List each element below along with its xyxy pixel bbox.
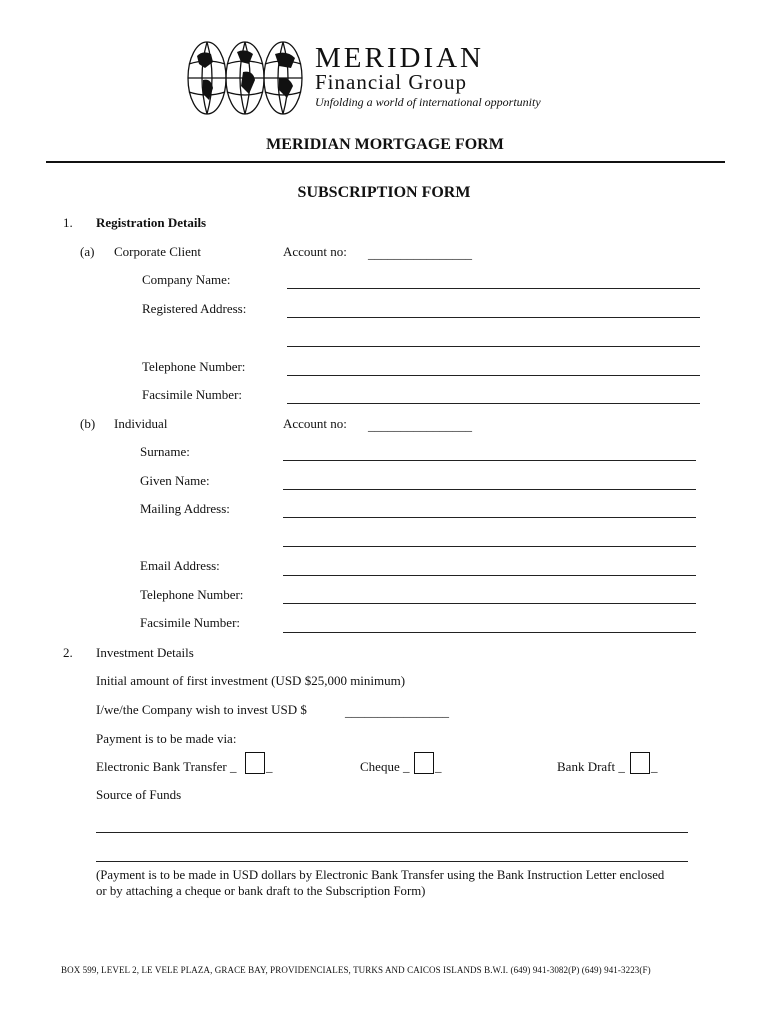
bank-draft-tail: _ <box>651 759 658 774</box>
section2-number: 2. <box>63 645 73 660</box>
cheque-checkbox[interactable] <box>414 752 434 774</box>
source-of-funds-field[interactable] <box>96 832 688 833</box>
invest-amount-field[interactable]: ________________ <box>345 704 449 719</box>
form-subtitle: SUBSCRIPTION FORM <box>297 184 471 201</box>
logo-tagline: Unfolding a world of international opportunity <box>315 95 541 109</box>
electronic-bank-transfer-checkbox[interactable] <box>245 752 265 774</box>
logo-name-line2: Financial Group <box>315 70 468 94</box>
bank-draft-label: Bank Draft _ <box>557 759 625 774</box>
bank-draft-checkbox[interactable] <box>630 752 650 774</box>
initial-amount-text: Initial amount of first investment (USD $25,000 minimum) <box>96 673 406 688</box>
payment-note-line2: or by attaching a cheque or bank draft to the Subscription Form) <box>96 884 426 898</box>
individual-facsimile-label: Facsimile Number: <box>140 615 241 630</box>
corporate-client-label: Corporate Client <box>114 244 202 259</box>
surname-label: Surname: <box>140 444 190 459</box>
corporate-facsimile-label: Facsimile Number: <box>142 387 243 402</box>
mailing-address-field[interactable] <box>283 517 696 518</box>
globe-icon <box>183 38 313 118</box>
form-title: MERIDIAN MORTGAGE FORM <box>266 136 504 153</box>
section1-number: 1. <box>63 215 73 230</box>
individual-marker: (b) <box>80 416 96 431</box>
email-address-label: Email Address: <box>140 558 220 573</box>
option-cheque[interactable] <box>360 759 409 775</box>
mailing-address-field-2[interactable] <box>283 546 696 547</box>
corporate-marker: (a) <box>80 244 95 259</box>
individual-label: Individual <box>114 416 168 431</box>
individual-facsimile-field[interactable] <box>283 632 696 633</box>
individual-account-field[interactable]: ________________ <box>368 418 472 433</box>
source-of-funds-label: Source of Funds <box>96 787 182 802</box>
company-name-label: Company Name: <box>142 272 231 287</box>
invest-amount-label: I/we/the Company wish to invest USD $ <box>96 702 307 717</box>
section2-title: Investment Details <box>96 645 194 660</box>
corporate-facsimile-field[interactable] <box>287 403 700 404</box>
individual-telephone-field[interactable] <box>283 603 696 604</box>
logo-name-line1: MERIDIAN <box>315 42 484 74</box>
option-electronic-bank-transfer[interactable] <box>96 759 236 775</box>
registered-address-field[interactable] <box>287 317 700 318</box>
payment-note-line1: (Payment is to be made in USD dollars by Electronic Bank Transfer using the Bank Instruction Letter enclosed <box>96 868 665 882</box>
individual-telephone-label: Telephone Number: <box>140 587 244 602</box>
corporate-account-label: Account no: <box>283 244 347 259</box>
electronic-bank-transfer-tail: _ <box>266 759 273 774</box>
cheque-tail: _ <box>435 759 442 774</box>
individual-account-label: Account no: <box>283 416 347 431</box>
payment-via-label: Payment is to be made via: <box>96 731 237 746</box>
section1-title: Registration Details <box>96 215 207 230</box>
given-name-label: Given Name: <box>140 473 210 488</box>
given-name-field[interactable] <box>283 489 696 490</box>
corporate-telephone-label: Telephone Number: <box>142 359 246 374</box>
registered-address-label: Registered Address: <box>142 301 247 316</box>
title-divider <box>46 161 725 163</box>
option-bank-draft[interactable] <box>557 759 625 775</box>
footer-address: BOX 599, LEVEL 2, LE VELE PLAZA, GRACE BAY, PROVIDENCIALES, TURKS AND CAICOS ISLANDS B.W.I. (649) 941-3082(P) (649) 941-3223(F) <box>61 965 651 975</box>
company-name-field[interactable] <box>287 288 700 289</box>
electronic-bank-transfer-label: Electronic Bank Transfer _ <box>96 759 237 774</box>
surname-field[interactable] <box>283 460 696 461</box>
registered-address-field-2[interactable] <box>287 346 700 347</box>
company-logo <box>183 38 563 120</box>
source-of-funds-field-2[interactable] <box>96 861 688 862</box>
cheque-label: Cheque _ <box>360 759 410 774</box>
email-address-field[interactable] <box>283 575 696 576</box>
mailing-address-label: Mailing Address: <box>140 501 230 516</box>
corporate-telephone-field[interactable] <box>287 375 700 376</box>
corporate-account-field[interactable]: ________________ <box>368 246 472 261</box>
